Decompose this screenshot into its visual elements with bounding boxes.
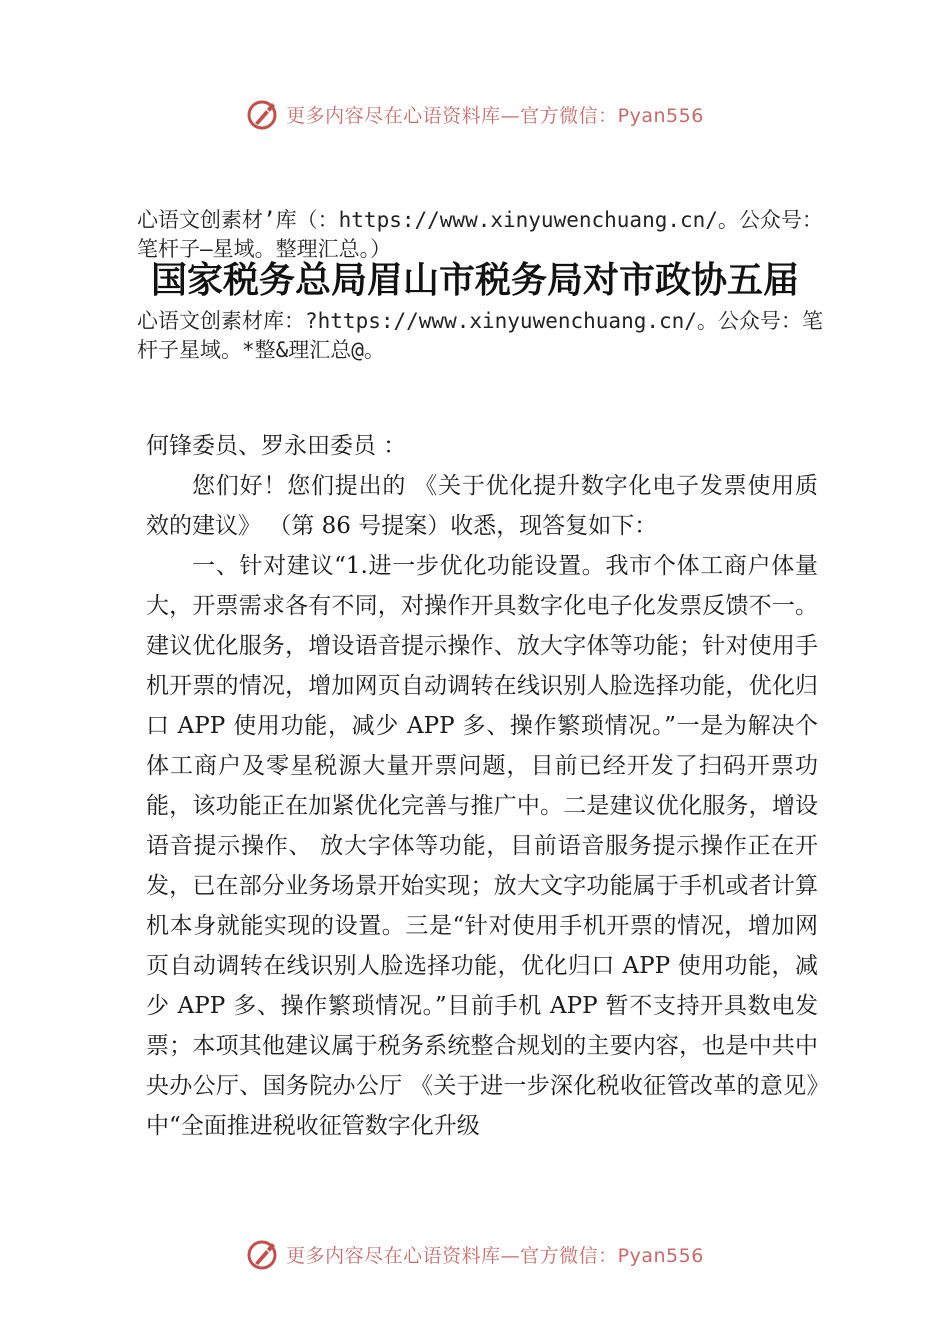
source-note-2: 心语文创素材库：?https://www.xinyuwenchuang.cn/。公众号：笔杆子星域。*整&理汇总@。: [137, 309, 823, 362]
document-title: 国家税务总局眉山市税务局对市政协五届: [150, 259, 799, 301]
quill-logo-icon: [246, 97, 280, 131]
watermark-text: 更多内容尽在心语资料库—官方微信：Pyan556: [286, 104, 704, 127]
document-body: [146, 426, 818, 1146]
source-note-1: 心语文创素材’库（：https://www.xinyuwenchuang.cn/。公众号：笔杆子—星域。整理汇总。）: [137, 208, 823, 261]
salutation: 何锋委员、罗永田委员 ：: [146, 433, 407, 459]
watermark-wechat-id: Pyan556: [617, 104, 704, 127]
watermark-header: [0, 92, 950, 136]
quill-logo-icon: [246, 1237, 280, 1271]
watermark-wechat-id: Pyan556: [617, 1244, 704, 1267]
paragraph-response-1: 一、针对建议“1.进一步优化功能设置。我市个体工商户体量大，开票需求各有不同，对操作开具数字化电子化发票反馈不一。建议优化服务，增设语音提示操作、放大字体等功能；针对使用手机开票的情况，增加网页自动调转在线识别人脸选择功能，优化归口 APP 使用功能，减少 APP 多、操作繁琐情况。”一是为解决个体工商户及零星税源大量开票问题，目前已经开发了扫码开票功能，该功能正在加紧优化完善与推广中。二是建议优化服务，增设语音提示操作、 放大字体等功能，目前语音服务提示操作正在开发，已在部分业务场景开始实现；放大文字功能属于手机或者计算机本身就能实现的设置。三是“针对使用手机开票的情况，增加网页自动调转在线识别人脸选择功能，优化归口 APP 使用功能，减少 APP 多、操作繁琐情况。”目前手机 APP 暂不支持开具数电发票；本项其他建议属于税务系统整合规划的主要内容，也是中共中央办公厅、国务院办公厅 《关于进一步深化税收征管改革的意见》中“全面推进税收征管数字化升级: [146, 553, 818, 1139]
paragraph-greeting: 您们好！您们提出的 《关于优化提升数字化电子发票使用质效的建议》 （第 86 号提案）收悉，现答复如下：: [146, 473, 818, 539]
watermark-footer: [0, 1232, 950, 1276]
watermark-text: 更多内容尽在心语资料库—官方微信：Pyan556: [286, 1244, 704, 1267]
